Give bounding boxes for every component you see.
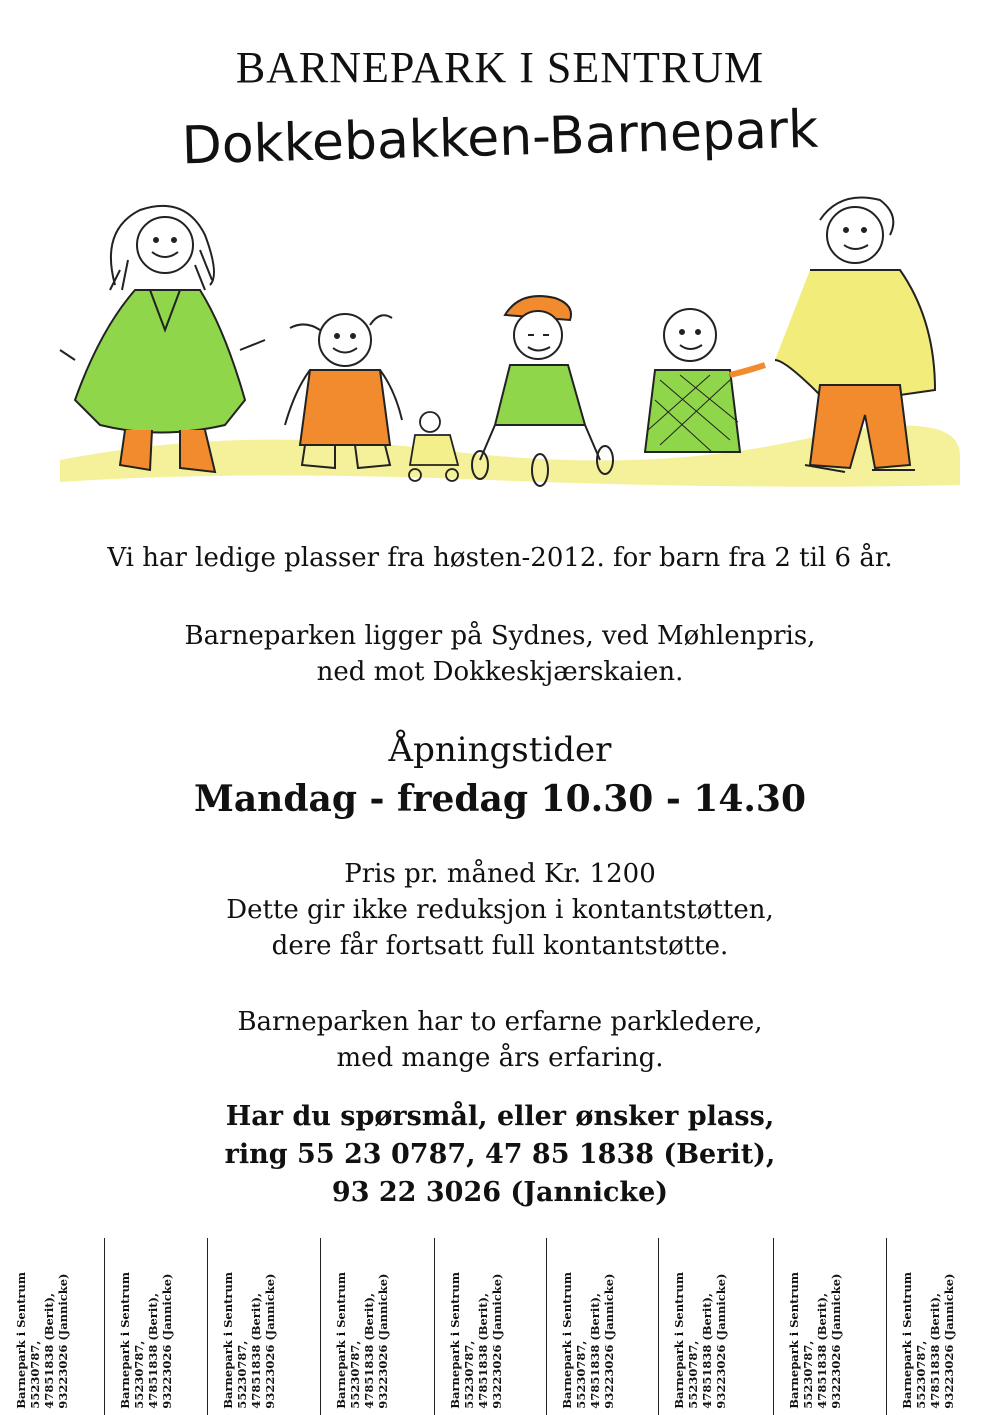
tear-line bbox=[658, 1238, 659, 1415]
tear-line bbox=[886, 1238, 887, 1415]
tear-line bbox=[773, 1238, 774, 1415]
tearoff-tab[interactable]: Barnepark i Sentrum 55230787, 47851838 (Berit), 93223026 (Jannicke) bbox=[14, 1272, 70, 1409]
opening-heading: Åpningstider bbox=[388, 730, 612, 770]
girl-figure bbox=[285, 314, 402, 468]
tearoff-tab[interactable]: Barnepark i Sentrum 55230787, 47851838 (Berit), 93223026 (Jannicke) bbox=[207, 1238, 319, 1415]
price-line: dere får fortsatt full kontantstøtte. bbox=[271, 931, 729, 961]
tearoff-tab[interactable]: Barnepark i Sentrum 55230787, 47851838 (Berit), 93223026 (Jannicke) bbox=[773, 1238, 885, 1415]
tear-line bbox=[104, 1238, 105, 1415]
tearoff-tab[interactable]: Barnepark i Sentrum 55230787, 47851838 (Berit), 93223026 (Jannicke) bbox=[434, 1238, 546, 1415]
price-text bbox=[0, 856, 1000, 964]
contact-line: Har du spørsmål, eller ønsker plass, bbox=[225, 1101, 775, 1132]
location-text bbox=[0, 618, 1000, 690]
availability-text: Vi har ledige plasser fra høsten-2012. for barn fra 2 til 6 år. bbox=[107, 543, 893, 573]
location-line: Barneparken ligger på Sydnes, ved Møhlenpris, bbox=[184, 621, 816, 651]
tear-line bbox=[546, 1238, 547, 1415]
poster-title: BARNEPARK I SENTRUM bbox=[235, 43, 765, 92]
tear-line bbox=[207, 1238, 208, 1415]
tearoff-tab[interactable]: Barnepark i Sentrum 55230787, 47851838 (Berit), 93223026 (Jannicke) bbox=[886, 1238, 998, 1415]
tearoff-tab[interactable]: Barnepark i Sentrum 55230787, 47851838 (Berit), 93223026 (Jannicke) bbox=[546, 1238, 658, 1415]
tearoff-tab[interactable]: Barnepark i Sentrum 55230787, 47851838 (Berit), 93223026 (Jannicke) bbox=[320, 1238, 432, 1415]
mother-figure bbox=[60, 206, 265, 472]
contact-line: 93 22 3026 (Jannicke) bbox=[331, 1177, 669, 1208]
toddler-figure bbox=[645, 309, 765, 452]
contact-line: ring 55 23 0787, 47 85 1838 (Berit), bbox=[224, 1139, 776, 1170]
price-line: Pris pr. måned Kr. 1200 bbox=[344, 859, 656, 889]
leaders-text bbox=[0, 1004, 1000, 1076]
poster-subtitle: Dokkebakken-Barnepark bbox=[180, 99, 820, 177]
family-illustration bbox=[40, 190, 970, 500]
leaders-line: med mange års erfaring. bbox=[336, 1043, 664, 1073]
tearoff-tab[interactable]: Barnepark i Sentrum 55230787, 47851838 (Berit), 93223026 (Jannicke) bbox=[658, 1238, 770, 1415]
tear-line bbox=[434, 1238, 435, 1415]
tearoff-tab[interactable]: Barnepark i Sentrum 55230787, 47851838 (Berit), 93223026 (Jannicke) bbox=[104, 1238, 216, 1415]
price-line: Dette gir ikke reduksjon i kontantstøtten, bbox=[226, 895, 774, 925]
tearoff-strips bbox=[0, 1238, 1000, 1415]
contact-text bbox=[0, 1098, 1000, 1212]
location-line: ned mot Dokkeskjærskaien. bbox=[316, 657, 684, 687]
tear-line bbox=[320, 1238, 321, 1415]
opening-hours: Mandag - fredag 10.30 - 14.30 bbox=[193, 778, 807, 820]
leaders-line: Barneparken har to erfarne parkledere, bbox=[237, 1007, 763, 1037]
